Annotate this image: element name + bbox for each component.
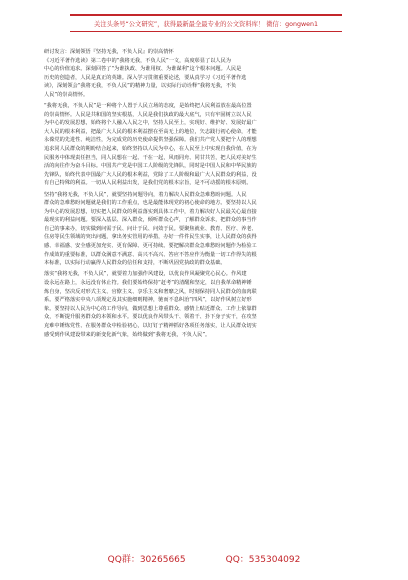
paragraph-line: 住房等民生领域的突出问题，拿出务实管用的举措，办好一件件民生实事，让人民群众的获得 [44, 234, 257, 241]
paragraph-line: 设永远在路上，永远没有休止符。我们要始终保持“赶考”的清醒和坚定，以自我革命精神锤 [44, 279, 252, 286]
paragraph-line: 历史的创造者，人民是真正的英雄。深入学习贯彻重要论述，要从真学习《习近平著作选 [44, 74, 247, 81]
document-body [44, 48, 366, 342]
paragraph-line: 读》，深刻领会“我将无我，不负人民”的精神力量，以实际行动诠释“我将无我，不负 [44, 83, 237, 90]
paragraph-line: 炼自身，坚决反对形式主义、官僚主义、享乐主义和奢靡之风，时刻保持同人民群众的血肉联 [44, 288, 257, 295]
paragraph-line: 中心的价值追求。深刻回答了“为谁执政、为谁用权、为谁谋利”这个根本问题。人民是 [44, 66, 242, 73]
paragraph-line: 本标准，以实际行动赢得人民群众的信任和支持，不断巩固党执政的群众基础。 [44, 260, 226, 267]
header-banner: 关注头条号“公文研究”，获得最新最全最专业的公文资料库！ 微信：gongwen1 [70, 14, 342, 32]
paragraph-line: 永葆党的先进性、纯洁性，为完成党的历史使命提供坚强保障。我们共产党人要把个人的理想 [44, 137, 257, 144]
paragraph-line: 落实“我将无我，不负人民”，就要着力加强作风建设，以优良作风凝聚党心民心。作风建 [44, 271, 247, 278]
paragraph-line: 《习近平著作选读》第二卷中的“我将无我，不负人民”一文，高度彰显了以人民为 [44, 57, 231, 64]
paragraph-line: “我将无我，不负人民”是一种将个人置于人民立场的态度，是始终把人民利益放在最高位置 [44, 103, 252, 110]
paragraph-line: 最现实的利益问题。要深入基层、深入群众，倾听群众心声，了解群众诉求，把群众的事当作 [44, 217, 257, 224]
paragraph [44, 102, 366, 188]
paragraph-line: 群众的急难愁盼问题就是我们的工作重点，也是最能体现党的初心使命的地方。要坚持以人民 [44, 200, 257, 207]
paragraph-line: 先锋队，始终代表中国最广大人民的根本利益，党除了工人阶级和最广大人民群众的利益，没 [44, 171, 257, 178]
paragraph-line: 感、幸福感、安全感更加充实、更有保障、更可持续。要把解决群众急难愁盼问题作为检验工 [44, 243, 257, 250]
paragraph-line: 克难中锤炼党性、在服务群众中检验初心，以钉钉子精神抓好各项任务落实，让人民群众切实 [44, 322, 257, 329]
footer-qq: QQ：535304092 [225, 555, 301, 565]
paragraph-line: 人民”的崇高情怀。 [44, 91, 89, 98]
paragraph-line: 象。要坚持以人民为中心的工作导向，做到思想上尊重群众、感情上贴近群众、工作上依靠群 [44, 305, 257, 312]
paragraph [44, 270, 366, 339]
footer [0, 552, 408, 565]
paragraph-line: 坚持“我将无我，不负人民”，就要坚持问题导向，着力解决人民群众急难愁盼问题。人民 [44, 191, 247, 198]
paragraph-line: 追求同人民群众的期盼结合起来，始终坚持以人民为中心，在人民至上中实现自我价值，在为 [44, 146, 257, 153]
paragraph [44, 48, 366, 100]
paragraph-line: 作成效的重要标准，以群众满意不满意、高兴不高兴、答应不答应作为衡量一切工作得失的根 [44, 251, 257, 258]
paragraph-line: 为中心的发展思想，切实把人民群众的利益落实到具体工作中，着力解决好人民最关心最直接 [44, 208, 257, 215]
paragraph-line: 系。要严格落实中央八项规定及其实施细则精神，驰而不息纠治“四风”，以好作风树立好形 [44, 297, 252, 304]
paragraph-line: 自己的事来办，切实做到问需于民、问计于民、问效于民。要聚焦就业、教育、医疗、养老、 [44, 225, 257, 232]
paragraph-line: 活的向往作为奋斗目标。中国共产党是中国工人阶级的先锋队，同时是中国人民和中华民族的 [44, 163, 257, 170]
paragraph-line: 大人民的根本利益，把最广大人民的根本利益摆在至高无上的地位，矢志践行初心使命，才能 [44, 128, 257, 135]
paragraph [44, 191, 366, 268]
footer-qq-group: QQ群：30265665 [107, 555, 186, 565]
paragraph-line: 研讨发言：深刻领悟『坚持无我，不负人民』的崇高情怀 [44, 49, 174, 55]
paragraph-line: 感受到作风建设带来的新变化新气象，始终做到“我将无我，不负人民”。 [44, 331, 211, 338]
paragraph-line: 民服务中体现责任担当，同人民想在一起、干在一起，风雨同舟、同甘共苦，把人民对美好生 [44, 154, 257, 161]
paragraph-line: 有自己特殊的利益。一切从人民利益出发，是我们党的根本宗旨，是不可动摇的根本原则。 [44, 180, 252, 187]
paragraph-line: 众，不断提升服务群众的本领和水平。要以优良作风带头干、领着干、扑下身子实干，在攻坚 [44, 314, 257, 321]
paragraph-line: 的崇高情怀。人民是共和国的坚实根基，人民是我们执政的最大底气，只有牢固树立以人民 [44, 111, 252, 118]
paragraph-line: 为中心的发展思想，始终将个人融入人民之中，坚持人民至上，实现好、维护好、发展好最广 [44, 120, 257, 127]
